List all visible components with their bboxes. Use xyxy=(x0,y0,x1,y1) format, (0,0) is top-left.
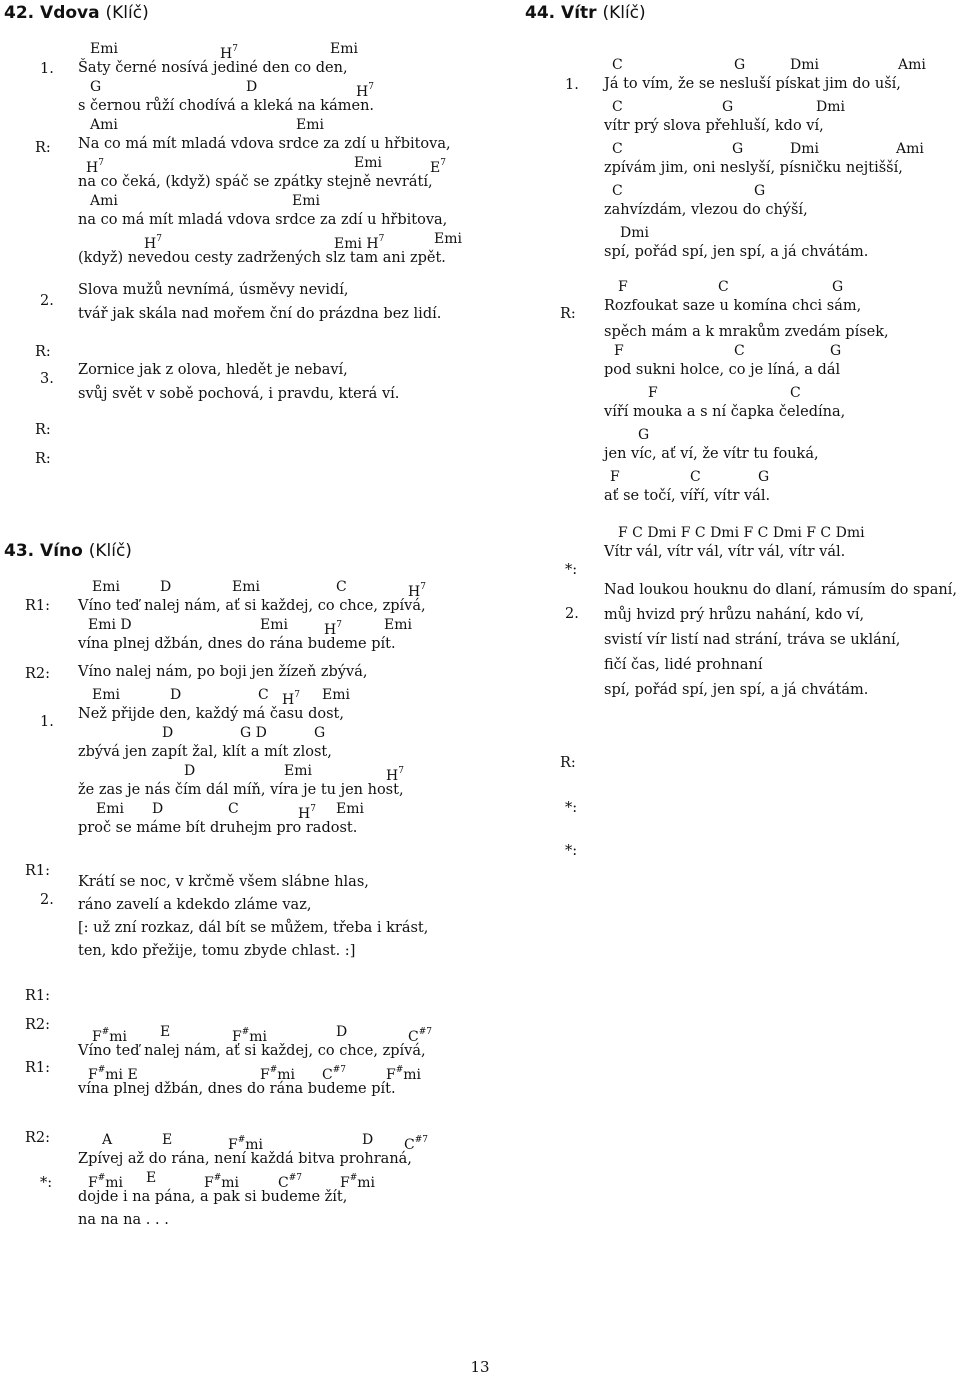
lyric-line: vína plnej džbán, dnes do rána budeme pít. xyxy=(78,1081,396,1097)
chord: G xyxy=(830,343,842,359)
chord: D xyxy=(246,79,258,95)
lyric-line: vítr prý slova přehluší, kdo ví, xyxy=(604,118,824,134)
chord: Emi xyxy=(330,41,358,57)
chord xyxy=(220,40,238,63)
chord-root: Emi H xyxy=(334,236,379,252)
chord-line xyxy=(78,1023,508,1045)
chord xyxy=(86,154,104,177)
chord-line xyxy=(604,224,960,242)
chord: C xyxy=(718,279,729,295)
chord xyxy=(282,686,300,709)
song-title-text: 42. Vdova xyxy=(4,3,100,23)
chord-root: F xyxy=(88,1175,98,1191)
chord xyxy=(324,616,342,639)
chord: G D xyxy=(240,725,267,741)
song-key: (Klíč) xyxy=(105,3,149,23)
chord: Emi xyxy=(322,687,350,703)
chord-root: H xyxy=(408,584,421,600)
chord-line xyxy=(604,524,960,542)
chord: Emi xyxy=(292,193,320,209)
chord xyxy=(204,1169,239,1192)
coda-label: *: xyxy=(565,562,578,578)
lyric-line: spí, pořád spí, jen spí, a já chvátám. xyxy=(604,682,869,698)
chord: G xyxy=(732,141,744,157)
verse-label: 1. xyxy=(40,714,54,730)
coda-label: *: xyxy=(40,1175,53,1191)
chord: E xyxy=(162,1132,173,1148)
song-title-vdova xyxy=(4,3,149,23)
chord xyxy=(386,1061,421,1084)
chord: C xyxy=(612,99,623,115)
lyric-line: (když) nevedou cesty zadržených slz tam ani zpět. xyxy=(78,250,446,266)
refrain-label: R: xyxy=(560,755,576,771)
chord: D xyxy=(152,801,164,817)
lyric-line: Krátí se noc, v krčmě všem slábne hlas, xyxy=(78,874,369,890)
chord-line xyxy=(78,800,508,822)
chord: Emi xyxy=(336,801,364,817)
chord: C xyxy=(228,801,239,817)
chord: C xyxy=(790,385,801,401)
chord-line xyxy=(78,40,508,62)
chord: D xyxy=(160,579,172,595)
lyric-line: zpívám jim, oni neslyší, písničku nejtišší, xyxy=(604,160,903,176)
lyric-line: na na na . . . xyxy=(78,1212,169,1228)
chord: G xyxy=(754,183,766,199)
coda-label: *: xyxy=(565,800,578,816)
chord-ext: 7 xyxy=(398,766,404,776)
verse-label: 2. xyxy=(40,293,54,309)
lyric-line: spěch mám a k mrakům zvedám písek, xyxy=(604,324,889,340)
chord: F xyxy=(614,343,624,359)
chord-suffix: mi xyxy=(277,1067,296,1083)
chord: G xyxy=(722,99,734,115)
chord-ext: #7 xyxy=(332,1065,346,1075)
chord xyxy=(430,154,446,177)
verse-label: 1. xyxy=(565,77,579,93)
chord: E xyxy=(146,1170,157,1186)
chord: Emi D xyxy=(88,617,132,633)
chord-root: H xyxy=(324,622,337,638)
chord-ext: # xyxy=(213,1173,222,1183)
chord: Dmi xyxy=(790,141,819,157)
chord-root: C xyxy=(322,1067,333,1083)
chord-line xyxy=(78,616,508,638)
chord xyxy=(92,1023,127,1046)
chord-line xyxy=(78,686,508,708)
chord-line xyxy=(78,230,508,252)
chord: Ami xyxy=(896,141,924,157)
verse-label: 2. xyxy=(40,892,54,908)
chord: D xyxy=(336,1024,348,1040)
chord xyxy=(386,762,404,785)
lyric-line: Já to vím, že se nesluší pískat jim do uší, xyxy=(604,76,901,92)
chord-root: F xyxy=(340,1175,350,1191)
lyric-line: Víno nalej nám, po boji jen žízeň zbývá, xyxy=(78,664,368,680)
chord-root: C xyxy=(404,1137,415,1153)
lyric-line: ať se točí, víří, vítr vál. xyxy=(604,488,771,504)
chord: Emi xyxy=(96,801,124,817)
refrain-label: R1: xyxy=(25,1060,51,1076)
verse-label: 2. xyxy=(565,606,579,622)
lyric-line: na co má mít mladá vdova srdce za zdí u hřbitova, xyxy=(78,212,448,228)
chord: Dmi xyxy=(790,57,819,73)
chord-root: C xyxy=(408,1029,419,1045)
verse-label: 3. xyxy=(40,371,54,387)
refrain-label: R: xyxy=(35,140,51,156)
chord-suffix: mi xyxy=(249,1029,268,1045)
chord-root: H xyxy=(282,692,295,708)
chord-line xyxy=(604,182,960,200)
chord: Emi xyxy=(232,579,260,595)
chord-ext: #7 xyxy=(414,1135,428,1145)
lyric-line: ten, kdo přežije, tomu zbyde chlast. :] xyxy=(78,943,356,959)
chord: F xyxy=(618,279,628,295)
chord: Emi xyxy=(284,763,312,779)
chord: C xyxy=(612,141,623,157)
chord: C xyxy=(336,579,347,595)
chord: D xyxy=(184,763,196,779)
chord-root: F xyxy=(88,1067,98,1083)
lyric-line: ráno zavelí a kdekdo zláme vaz, xyxy=(78,897,312,913)
chord-root: E xyxy=(430,160,441,176)
chord-ext: 7 xyxy=(98,158,104,168)
chord-ext: # xyxy=(269,1065,278,1075)
chord-root: F xyxy=(386,1067,396,1083)
chord: Emi xyxy=(92,687,120,703)
chord-ext: 7 xyxy=(232,44,238,54)
chord-ext: 7 xyxy=(294,690,300,700)
chord-ext: #7 xyxy=(288,1173,302,1183)
chord-ext: # xyxy=(241,1027,250,1037)
chord-line xyxy=(604,98,960,116)
chord: Ami xyxy=(898,57,926,73)
refrain-label: R: xyxy=(35,422,51,438)
lyric-line: Rozfoukat saze u komína chci sám, xyxy=(604,298,862,314)
refrain-label: R1: xyxy=(25,863,51,879)
lyric-line: [: už zní rozkaz, dál bít se můžem, třeba i krást, xyxy=(78,920,429,936)
chord: Ami xyxy=(90,193,118,209)
chord: E xyxy=(160,1024,171,1040)
chord-line xyxy=(78,578,508,600)
chord-ext: 7 xyxy=(378,234,385,244)
chord-line xyxy=(604,426,960,444)
chord-ext: # xyxy=(349,1173,358,1183)
lyric-line: víří mouka a s ní čapka čeledína, xyxy=(604,404,846,420)
refrain-label: R1: xyxy=(25,598,51,614)
chord: F xyxy=(610,469,620,485)
chord-ext: 7 xyxy=(368,82,374,92)
refrain-label: R: xyxy=(35,451,51,467)
chord: Emi xyxy=(90,41,118,57)
chord-root: H xyxy=(86,160,99,176)
song-key: (Klíč) xyxy=(88,541,132,561)
chord-line xyxy=(78,724,508,742)
lyric-line: že zas je nás čím dál míň, víra je tu jen host, xyxy=(78,782,404,798)
song-body-vdova xyxy=(78,40,508,404)
chord-root: H xyxy=(298,806,311,822)
refrain-label: R: xyxy=(35,344,51,360)
chord-suffix: mi xyxy=(221,1175,240,1191)
coda-label: *: xyxy=(565,843,578,859)
chord: F C Dmi F C Dmi F C Dmi F C Dmi xyxy=(618,525,865,541)
chord-suffix: mi xyxy=(105,1175,124,1191)
song-key: (Klíč) xyxy=(602,3,646,23)
chord-suffix: mi xyxy=(109,1029,128,1045)
chord-root: F xyxy=(232,1029,242,1045)
lyric-line: dojde i na pána, a pak si budeme žít, xyxy=(78,1189,348,1205)
chord xyxy=(278,1169,302,1192)
verse-label: 1. xyxy=(40,61,54,77)
chord-line xyxy=(604,278,960,296)
chord: Dmi xyxy=(816,99,845,115)
chord xyxy=(88,1061,138,1084)
lyric-line: tvář jak skála nad mořem ční do prázdna bez lidí. xyxy=(78,306,442,322)
chord-ext: # xyxy=(237,1135,246,1145)
lyric-line: fičí čas, lidé prohnaní xyxy=(604,657,763,673)
chord-line xyxy=(78,1169,508,1191)
chord: C xyxy=(734,343,745,359)
chord-root: H xyxy=(386,768,399,784)
refrain-label: R2: xyxy=(25,1017,51,1033)
chord xyxy=(232,1023,267,1046)
chord xyxy=(408,578,426,601)
lyric-line: Zornice jak z olova, hledět je nebaví, xyxy=(78,362,348,378)
chord-line xyxy=(604,140,960,158)
refrain-label: R1: xyxy=(25,988,51,1004)
chord: G xyxy=(758,469,770,485)
chord-ext: # xyxy=(97,1173,106,1183)
lyric-line: Na co má mít mladá vdova srdce za zdí u hřbitova, xyxy=(78,136,451,152)
chord-line xyxy=(604,384,960,402)
chord-root: H xyxy=(356,84,369,100)
lyric-line: Víno teď nalej nám, ať si každej, co chce, zpívá, xyxy=(78,1043,426,1059)
chord-suffix: mi xyxy=(403,1067,422,1083)
chord: G xyxy=(832,279,844,295)
chord: Emi xyxy=(296,117,324,133)
chord: Dmi xyxy=(620,225,649,241)
chord-root: H xyxy=(144,236,157,252)
chord-line xyxy=(78,154,508,176)
chord: F xyxy=(648,385,658,401)
chord: D xyxy=(170,687,182,703)
chord xyxy=(408,1023,432,1046)
lyric-line: můj hvizd prý hrůzu nahání, kdo ví, xyxy=(604,607,865,623)
chord xyxy=(298,800,316,823)
chord xyxy=(260,1061,295,1084)
chord-line xyxy=(78,1061,508,1083)
chord-root: C xyxy=(278,1175,289,1191)
lyric-line: s černou růží chodívá a kleká na kámen. xyxy=(78,98,375,114)
chord-line xyxy=(78,78,508,100)
lyric-line: Nad loukou houknu do dlaní, rámusím do spaní, xyxy=(604,582,957,598)
chord xyxy=(88,1169,123,1192)
lyric-line: proč se máme bít druhejm pro radost. xyxy=(78,820,358,836)
chord: Emi xyxy=(384,617,412,633)
lyric-line: spí, pořád spí, jen spí, a já chvátám. xyxy=(604,244,869,260)
chord-suffix: mi E xyxy=(105,1067,138,1083)
chord: C xyxy=(612,57,623,73)
lyric-line: Vítr vál, vítr vál, vítr vál, vítr vál. xyxy=(604,544,846,560)
chord-line xyxy=(78,1131,508,1153)
chord-line xyxy=(78,192,508,210)
chord xyxy=(228,1131,263,1154)
chord: C xyxy=(258,687,269,703)
chord: Emi xyxy=(434,231,462,247)
chord-ext: 7 xyxy=(310,804,316,814)
chord-ext: #7 xyxy=(418,1027,432,1037)
song-title-vitr xyxy=(525,3,646,23)
song-body-vino xyxy=(78,578,508,1230)
chord-ext: # xyxy=(395,1065,404,1075)
chord: A xyxy=(102,1132,113,1148)
chord-root: H xyxy=(220,46,233,62)
chord-ext: 7 xyxy=(440,158,446,168)
chord-ext: 7 xyxy=(156,234,162,244)
chord-line xyxy=(604,468,960,486)
lyric-line: Víno teď nalej nám, ať si každej, co chce, zpívá, xyxy=(78,598,426,614)
page-number: 13 xyxy=(470,1358,490,1376)
song-body-vitr xyxy=(604,56,960,700)
chord xyxy=(356,78,374,101)
chord-line xyxy=(604,342,960,360)
chord: C xyxy=(612,183,623,199)
chord-root: F xyxy=(260,1067,270,1083)
lyric-line: zbývá jen zapít žal, klít a mít zlost, xyxy=(78,744,332,760)
chord-line xyxy=(78,762,508,784)
chord-line xyxy=(604,56,960,74)
chord-line xyxy=(78,116,508,134)
chord xyxy=(322,1061,346,1084)
chord: D xyxy=(162,725,174,741)
chord-suffix: mi xyxy=(357,1175,376,1191)
chord xyxy=(404,1131,428,1154)
chord: C xyxy=(690,469,701,485)
chord: Ami xyxy=(90,117,118,133)
lyric-line: zahvízdám, vlezou do chýší, xyxy=(604,202,808,218)
lyric-line: vína plnej džbán, dnes do rána budeme pít. xyxy=(78,636,396,652)
chord xyxy=(334,230,384,253)
chord: G xyxy=(638,427,650,443)
chord: G xyxy=(314,725,326,741)
lyric-line: Šaty černé nosívá jediné den co den, xyxy=(78,60,348,76)
song-title-text: 44. Vítr xyxy=(525,3,597,23)
lyric-line: svistí vír listí nad strání, tráva se uklání, xyxy=(604,632,901,648)
chord-suffix: mi xyxy=(245,1137,264,1153)
chord: Emi xyxy=(92,579,120,595)
chord-ext: # xyxy=(97,1065,106,1075)
chord-ext: 7 xyxy=(336,620,342,630)
chord-ext: # xyxy=(101,1027,110,1037)
lyric-line: Než přijde den, každý má času dost, xyxy=(78,706,344,722)
chord xyxy=(340,1169,375,1192)
chord-root: F xyxy=(92,1029,102,1045)
lyric-line: pod sukni holce, co je líná, a dál xyxy=(604,362,841,378)
lyric-line: Slova mužů nevnímá, úsměvy nevidí, xyxy=(78,282,349,298)
chord-root: F xyxy=(228,1137,238,1153)
chord-root: F xyxy=(204,1175,214,1191)
chord: G xyxy=(734,57,746,73)
chord: D xyxy=(362,1132,374,1148)
song-title-vino xyxy=(4,541,132,561)
lyric-line: svůj svět v sobě pochová, i pravdu, která ví. xyxy=(78,386,400,402)
lyric-line: jen víc, ať ví, že vítr tu fouká, xyxy=(604,446,819,462)
refrain-label: R2: xyxy=(25,1130,51,1146)
lyric-line: Zpívej až do rána, není každá bitva prohraná, xyxy=(78,1151,412,1167)
lyric-line: na co čeká, (když) spáč se zpátky stejně nevrátí, xyxy=(78,174,433,190)
chord-ext: 7 xyxy=(420,582,426,592)
chord: G xyxy=(90,79,102,95)
song-title-text: 43. Víno xyxy=(4,541,83,561)
refrain-label: R: xyxy=(560,306,576,322)
chord: Emi xyxy=(354,155,382,171)
refrain-label: R2: xyxy=(25,666,51,682)
chord: Emi xyxy=(260,617,288,633)
chord xyxy=(144,230,162,253)
